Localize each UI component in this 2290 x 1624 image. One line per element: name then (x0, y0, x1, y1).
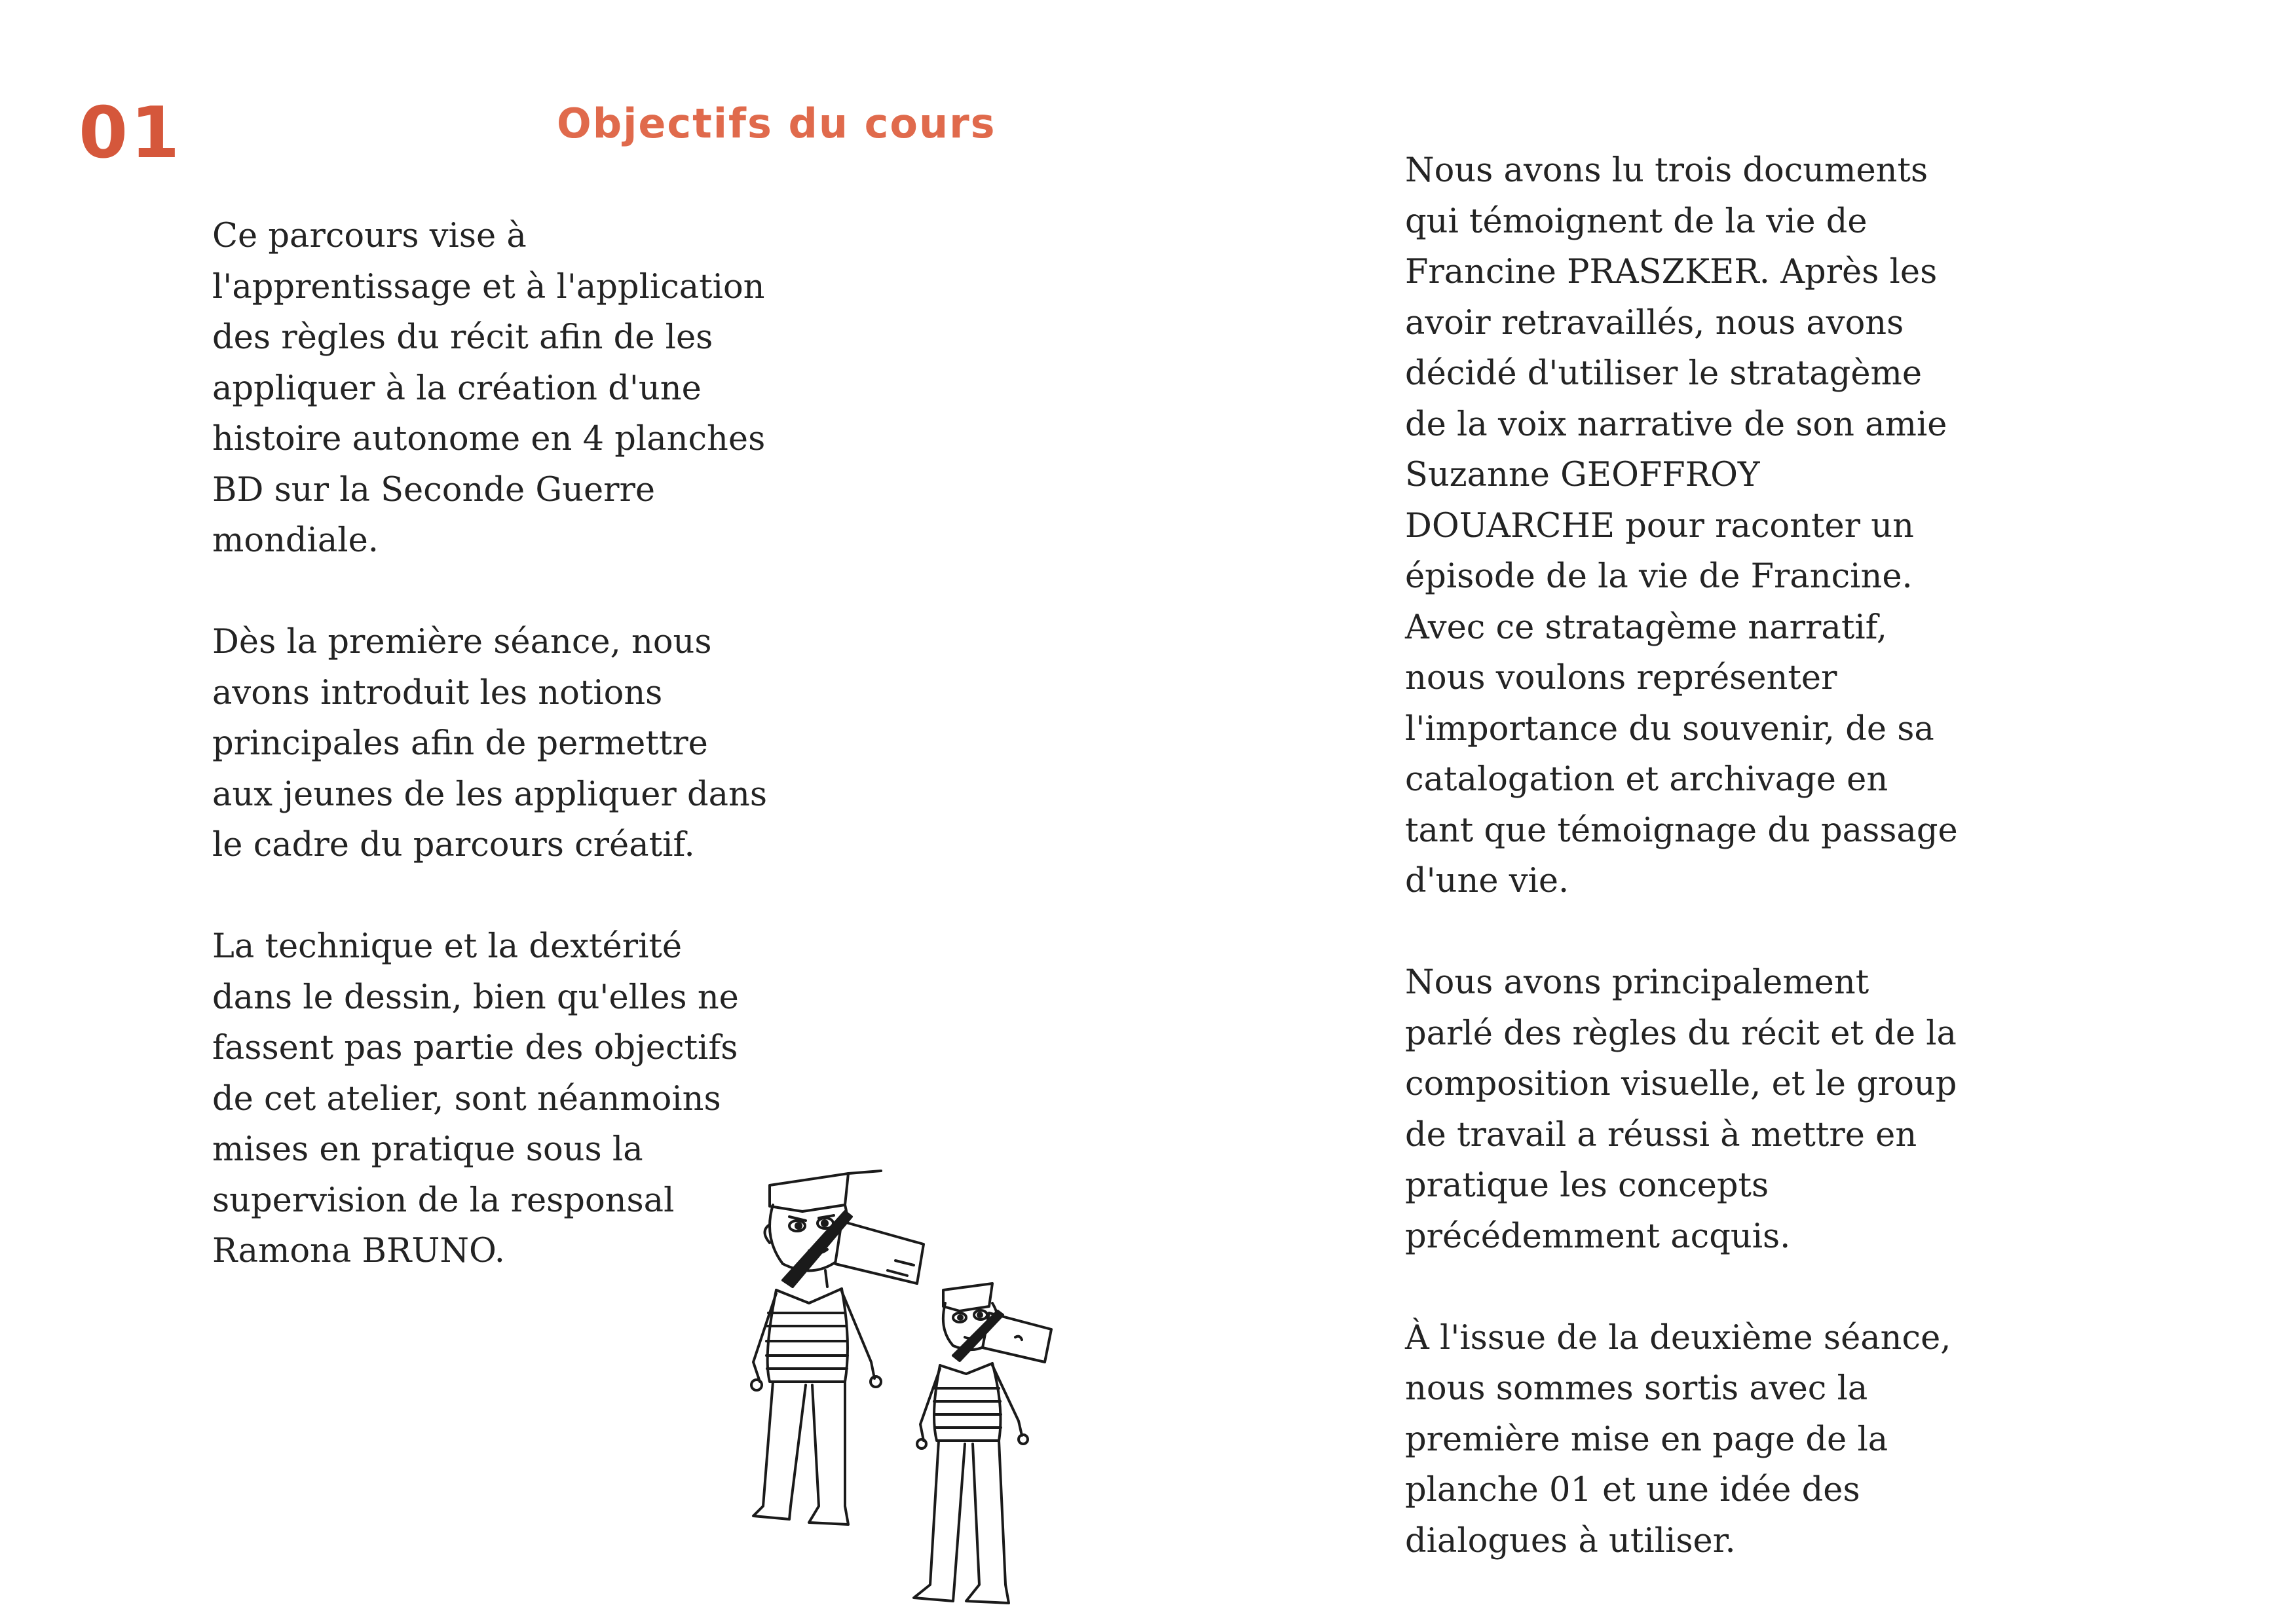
paragraph-drawing-technique: La technique et la dextérité dans le dessin, bien qu'elles ne fassent pas partie des objectifs de cet atelier, sont néanmoins mises en pratique sous la supervision de la responsal Ramona BRUNO. (212, 927, 739, 1270)
figure-left (751, 1171, 924, 1524)
left-text-column (212, 211, 867, 1277)
paragraph-first-session: Dès la première séance, nous avons introduit les notions principales afin de permettre aux jeunes de les appliquer dans le cadre du parcours créatif. (212, 623, 768, 864)
paragraph-documents-read: Nous avons lu trois documents qui témoignent de la vie de Francine PRASZKER. Après les avoir retravaillés, nous avons décidé d'utiliser le stratagème de la voix narrative de son amie Suzanne GEOFFROY DOUARCHE pour raconter un épisode de la vie de Francine. Avec ce stratagème narratif, nous voulons représenter l'importance du souvenir, de sa catalogation et archivage en tant que témoignage du passage d'une vie. (1405, 151, 1958, 900)
page-number: 01 (79, 92, 183, 174)
right-text-column (1405, 145, 2191, 1566)
paragraph-course-aim: Ce parcours vise à l'apprentissage et à l'application des règles du récit afin de les appliquer à la création d'une histoire autonome en 4 planches BD sur la Seconde Guerre mondiale. (212, 217, 766, 560)
figure-right (914, 1283, 1051, 1603)
section-title: Objectifs du cours (557, 100, 996, 147)
paragraph-second-session: À l'issue de la deuxième séance, nous sommes sortis avec la première mise en page de la planche 01 et une idée des dialogues à utiliser. (1405, 1318, 1951, 1560)
sketch-drawing (685, 1166, 1117, 1617)
paragraph-rules-discussed: Nous avons principalement parlé des règles du récit et de la composition visuelle, et le group de travail a réussi à mettre en pratique les concepts précédemment acquis. (1405, 963, 1957, 1256)
two-figures-illustration (685, 1166, 1117, 1617)
